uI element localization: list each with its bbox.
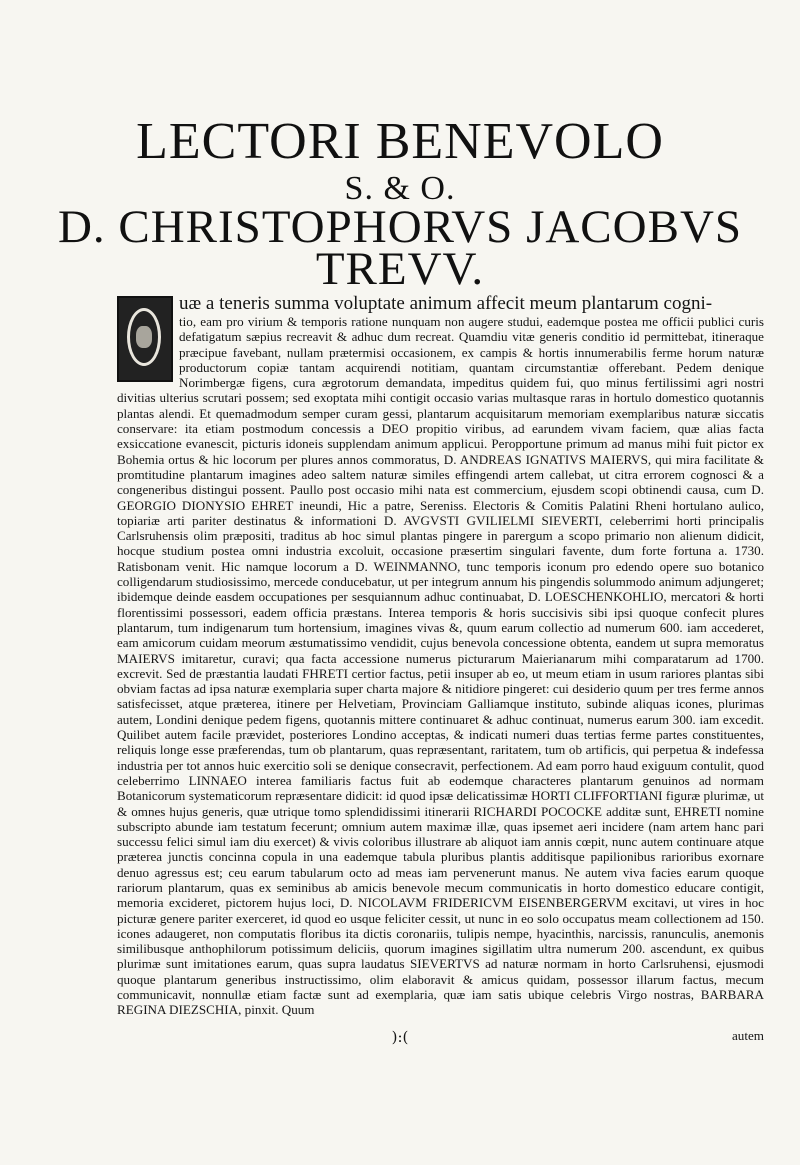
title-lectori-benevolo: LECTORI BENEVOLO: [136, 113, 664, 170]
ornamental-initial-q: [117, 296, 173, 382]
catchword: autem: [732, 1028, 764, 1043]
body-paragraph: tio, eam pro virium & temporis ratione nunquam non augere studui, eademque postea me officii publici curis defatigatum sæpius recreavit & adhuc dum recreat. Quamdiu vitæ generis conditio id permittebat, itineraque præcipue favebant, nullam prætermisi occasionem, ex campis & hortis innumerabilis ferme horum naturæ productorum copiæ tantam acquirendi notitiam, quantam circumstantiæ offerebant. Pedem denique Norimbergæ figens, cura ægrotorum demandata, impeditus quidem fui, quo minus fertilissimi agri nostri divitias ulterius scrutari possem; sed exoptata mihi contigit occasio varias multasque raras in hortulo domestico quotannis plantas alendi. Et quemadmodum semper curam gessi, plantarum acquisitarum memoriam exemplaribus naturæ siccatis conservare: ita etiam postmodum concessis a DEO propitio viribus, ad earundem vivam faciem, quæ alias facta exsiccatione evanescit, picturis idoneis supplendam animum applicui. Peropportune primum ad manus mihi fuit pictor ex Bohemia ortus & hic locorum per plures annos commoratus, D. ANDREAS IGNATIVS MAIERVS, qui mira facilitate & promtitudine plantarum imagines adeo saltem naturæ similes effingendi artem callebat, ut citra errorem cognosci & a congeneribus distingui possent. Paullo post occasio mihi nata est commercium, ejusdem scopi obtinendi causa, cum D. GEORGIO DIONYSIO EHRET ineundi, Hic a patre, Sereniss. Electoris & Comitis Palatini Rheni hortulano aulico, topiariæ arti pariter destinatus & informationi D. AVGVSTI GVILIELMI SIEVERTI, celeberrimi horti principalis Carlsruhensis olim præpositi, traditus ab hoc simul plantas pingere in parergum a scopo primario non alienum didicit, hocque studium postea omni industria excoluit, occasione præsertim singulari favente, dum forte fortuna a. 1730. Ratisbonam venit. Hic namque locorum a D. WEINMANNO, tunc temporis iconum pro edendo opere suo botanico colligendarum studiosissimo, mercede conducebatur, ut per integrum annum his pingendis solummodo animum adjungeret; ibidemque deinde easdem occupationes per sesquiannum adhuc continuabat, D. LOESCHENKOHLIO, mercatori & horti florentissimi possessori, eadem officia præstans. Interea temporis & horis succisivis sibi ipsi quoque confecit plures plantarum, tum indigenarum tum hortensium, imagines vivas &, quum earum collectio ad numerum 600. iam accederet, eam amicorum cuidam meorum æstumatissimo vendidit, cujus benevola concessione obtenta, eandem ut supra memoratus MAIERVS imitaretur, curavi; qua facta accessione numerus picturarum Maierianarum mihi comparatarum ad 1700. excrevit. Sed de præstantia laudati FHRETI certior factus, petii insuper ab eo, ut meum etiam in usum rariores plantas sibi obviam factas ad ipsa naturæ exemplaria super charta majore & nitidiore pingeret: cui desiderio quum per tres ferme annos satisfecisset, atque præterea, itinere per Helvetiam, Provinciam Galliamque instituto, subinde aliquas icones, plurimas autem, Londini denique pedem figens, quotannis mittere continuaret & adhuc continuat, numerus earum 300. iam excedit. Quilibet autem facile prævidet, posteriores Londino acceptas, & indicati numeri duas tertias ferme partes constituentes, reliquis longe esse præferendas, tum ob plantarum, quas repræsentant, raritatem, tum ob artificis, qui perpetua & indefessa industria per tot annos huic exercitio soli se denique consecravit, perfectionem. Ad eam porro haud exiguum contulit, quod celeberrimo LINNAEO interea familiaris factus fuit ab eodemque characteres plantarum genuinos ad normam Botanicorum systematicorum repræsentare didicit: id quod ipsæ delicatissimæ HORTI CLIFFORTIANI figuræ plurimæ, ut & omnes hujus generis, quæ utrique tomo splendidissimi itinerarii RICHARDI POCOCKE additæ sunt, EHRETI nomine subscripto abunde iam testatum fecerunt; omnium autem maximæ illæ, quas ipsemet aeri incidere (nam artem hanc pari successu felici simul iam diu exercet) & vivis coloribus illustrare ab aliquot iam annis cœpit, nunc autem continuare atque præterea junctis concinna copula in una eademque tabula pluribus plantis additisque papilionibus rarioribus exornare denuo agressus est; ceu earum tabularum octo ad meas iam pervenerunt manus. Ne autem viva facies earum quoque rariorum plantarum, quas ex seminibus ab amicis benevole mecum communicatis in horto domestico educare contigit, memoria excideret, pictorem hujus loci, D. NICOLAVM FRIDERICVM EISENBERGERVM excitavi, ut vires in hoc picturæ genere pariter exerceret, id quod eo usque feliciter cessit, ut nunc in eo solo occupatus meam collectionem ad 150. icones adaugeret, non computatis floribus ita dictis coronariis, tulipis nempe, hyacinthis, narcissis, ranunculis, anemonis similibusque anthophilorum potissimum deliciis, quorum imagines sigillatim ultra numerum 200. ascendunt, ex quibus plurimæ sunt imitationes earum, quas supra laudatus SIEVERTVS ad naturæ normam in horto Carlsruhensi, ejusmodi quoque plantarum generibus instructissimo, olim elaboravit & amicus quidam, possessor illarum factus, mecum communicavit, nonnullæ etiam factæ sunt ad exemplaria, quæ iam satis ubique celebris Virgo nostras, BARBARA REGINA DIEZSCHIA, pinxit. Quum: [117, 314, 764, 1018]
main-text: [117, 294, 764, 1018]
author-surname: TREVV.: [315, 243, 485, 295]
signature-mark: ):(: [391, 1028, 409, 1046]
opening-line: uæ a teneris summa voluptate animum affecit meum plantarum cogni-: [179, 293, 713, 314]
initial-ornament: [136, 326, 152, 348]
author-name: D. CHRISTOPHORVS JACOBVS: [57, 201, 743, 253]
salutation: S. & O.: [344, 170, 456, 207]
